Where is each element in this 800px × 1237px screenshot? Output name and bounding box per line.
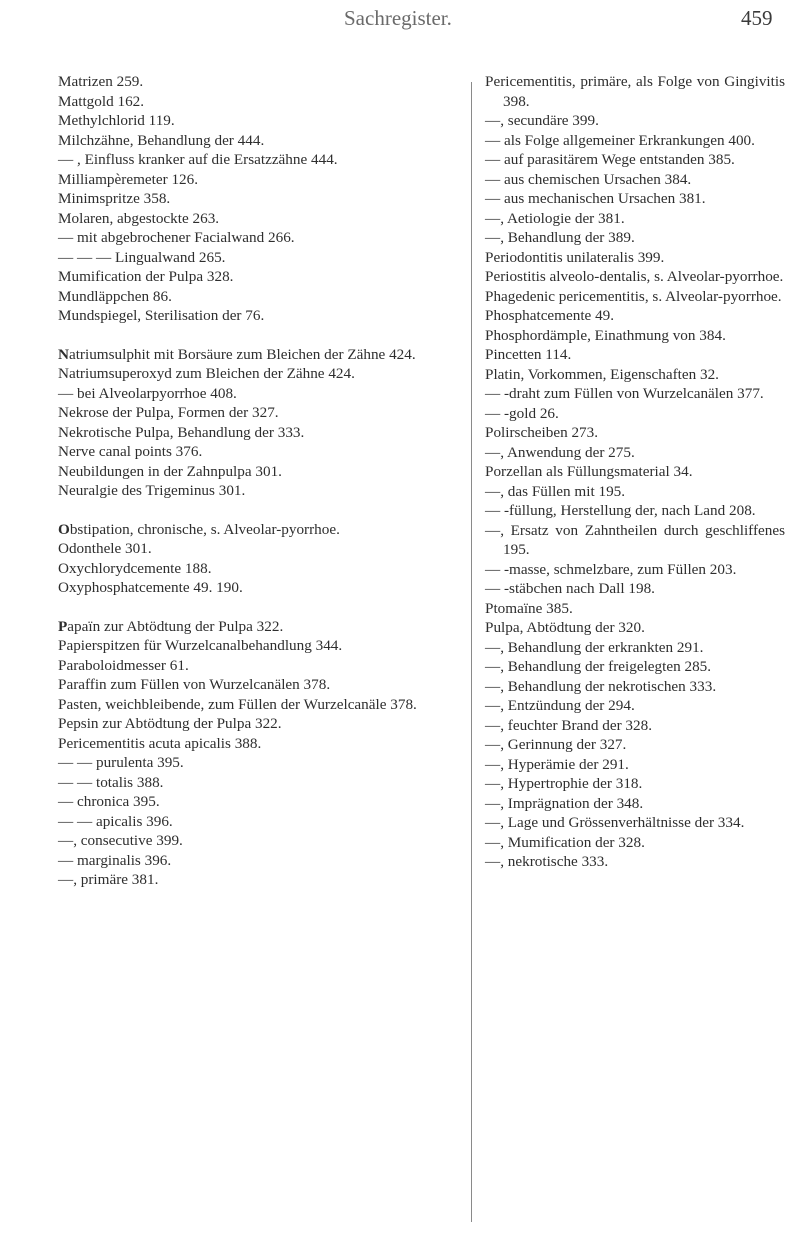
index-entry: —, nekrotische 333. [485, 853, 609, 870]
index-entry: Milliampèremeter 126. [58, 170, 199, 188]
index-entry: —, Hyperämie der 291. [485, 755, 629, 773]
index-entry: — , Einfluss kranker auf die Ersatzzähne 444. [58, 151, 338, 168]
index-entry: Phosphordämple, Einathmung von 384. [485, 326, 726, 344]
index-entry: — aus mechanischen Ursachen 381. [485, 190, 706, 207]
index-entry: Porzellan als Füllungsmaterial 34. [485, 463, 693, 480]
index-entry: Odonthele 301. [58, 540, 152, 557]
page-number: 459 [741, 6, 773, 30]
index-entry: Molaren, abgestockte 263. [58, 209, 220, 227]
index-entry: —, Behandlung der 389. [485, 229, 635, 246]
index-entry: —, das Füllen mit 195. [485, 482, 626, 500]
index-entry: Pulpa, Abtödtung der 320. [485, 619, 645, 636]
index-entry: Phosphatcemente 49. [485, 307, 615, 324]
index-entry: Milchzähne, Behandlung der 444. [58, 131, 265, 149]
index-entry: —, Ersatz von Zahntheilen durch geschliffenes 195. [485, 521, 785, 558]
index-entry: —, feuchter Brand der 328. [485, 716, 653, 734]
index-entry: Matrizen 259. [58, 73, 144, 90]
index-entry: Mumification der Pulpa 328. [58, 268, 234, 285]
left-column [58, 72, 458, 890]
index-entry: — aus chemischen Ursachen 384. [485, 170, 692, 188]
index-entry: Oxychlorydcemente 188. [58, 559, 212, 577]
index-entry: — -gold 26. [485, 404, 559, 422]
index-entry: Mundspiegel, Sterilisation der 76. [58, 307, 265, 324]
index-entry: —, Anwendung der 275. [485, 443, 635, 461]
index-entry: Paraboloidmesser 61. [58, 656, 189, 674]
index-entry: Pericementitis acuta apicalis 388. [58, 734, 262, 752]
index-entry: Obstipation, chronische, s. Alveolar-pyorrhoe. [58, 520, 340, 538]
index-entry: Methylchlorid 119. [58, 112, 175, 129]
index-entry: —, Gerinnung der 327. [485, 736, 627, 753]
index-entry: Natriumsuperoxyd zum Bleichen der Zähne 424. [58, 365, 355, 382]
index-entry: Neuralgie des Trigeminus 301. [58, 482, 246, 499]
index-entry: — — purulenta 395. [58, 754, 184, 771]
index-entry: —, Hypertrophie der 318. [485, 775, 643, 792]
running-title: Sachregister. [344, 6, 452, 30]
index-entry: Phagedenic pericementitis, s. Alveolar-pyorrhoe. [485, 287, 782, 305]
index-entry: — -füllung, Herstellung der, nach Land 208. [485, 502, 756, 519]
index-entry: — -draht zum Füllen von Wurzelcanälen 377. [485, 385, 764, 402]
index-entry: —, Imprägnation der 348. [485, 794, 644, 812]
index-entry: — — apicalis 396. [58, 812, 173, 830]
index-entry: Neubildungen in der Zahnpulpa 301. [58, 462, 282, 480]
index-entry: Nekrose der Pulpa, Formen der 327. [58, 404, 279, 421]
index-entry: — bei Alveolarpyorrhoe 408. [58, 384, 237, 402]
index-entry: Natriumsulphit mit Borsäure zum Bleichen der Zähne 424. [58, 345, 416, 363]
index-entry: Nekrotische Pulpa, Behandlung der 333. [58, 423, 305, 441]
index-entry: Mundläppchen 86. [58, 287, 172, 305]
index-entry: — -stäbchen nach Dall 198. [485, 580, 655, 597]
index-entry: — auf parasitärem Wege entstanden 385. [485, 151, 735, 168]
right-column [485, 72, 785, 872]
index-entry: — als Folge allgemeiner Erkrankungen 400. [485, 131, 755, 149]
index-entry: Pericementitis, primäre, als Folge von Gingivitis 398. [485, 73, 785, 110]
index-entry: Platin, Vorkommen, Eigenschaften 32. [485, 365, 719, 383]
index-entry: Ptomaïne 385. [485, 599, 573, 617]
index-entry: —, Behandlung der erkrankten 291. [485, 638, 704, 656]
index-entry: Paraffin zum Füllen von Wurzelcanälen 378. [58, 676, 331, 693]
index-entry: Nerve canal points 376. [58, 443, 203, 460]
index-entry: Papierspitzen für Wurzelcanalbehandlung 344. [58, 637, 343, 654]
index-entry: Papaïn zur Abtödtung der Pulpa 322. [58, 617, 284, 635]
index-entry: Pincetten 114. [485, 346, 572, 363]
index-entry: Minimspritze 358. [58, 190, 171, 207]
index-entry: Periodontitis unilateralis 399. [485, 248, 665, 266]
column-divider [471, 82, 472, 1222]
index-entry: — — — Lingualwand 265. [58, 248, 226, 266]
index-entry: —, Behandlung der nekrotischen 333. [485, 677, 717, 695]
index-entry: — -masse, schmelzbare, zum Füllen 203. [485, 560, 737, 578]
index-entry: Periostitis alveolo-dentalis, s. Alveolar-pyorrhoe. [485, 268, 784, 285]
page-header [0, 6, 800, 36]
index-entry: —, Lage und Grössenverhältnisse der 334. [485, 814, 745, 831]
index-entry: Pasten, weichbleibende, zum Füllen der Wurzelcanäle 378. [58, 695, 417, 713]
index-entry: Mattgold 162. [58, 92, 145, 110]
index-entry: —, Mumification der 328. [485, 833, 645, 851]
index-entry: —, Behandlung der freigelegten 285. [485, 658, 712, 675]
index-entry: — — totalis 388. [58, 773, 164, 791]
index-entry: Pepsin zur Abtödtung der Pulpa 322. [58, 715, 282, 732]
index-entry: Oxyphosphatcemente 49. 190. [58, 579, 243, 596]
index-entry: —, Aetiologie der 381. [485, 209, 625, 227]
index-entry: — mit abgebrochener Facialwand 266. [58, 229, 295, 246]
index-entry: —, primäre 381. [58, 871, 159, 888]
index-entry: —, Entzündung der 294. [485, 697, 635, 714]
index-entry: Polirscheiben 273. [485, 424, 599, 441]
index-entry: —, consecutive 399. [58, 832, 183, 849]
index-entry: —, secundäre 399. [485, 112, 599, 129]
index-entry: — chronica 395. [58, 793, 160, 810]
index-entry: — marginalis 396. [58, 851, 172, 869]
